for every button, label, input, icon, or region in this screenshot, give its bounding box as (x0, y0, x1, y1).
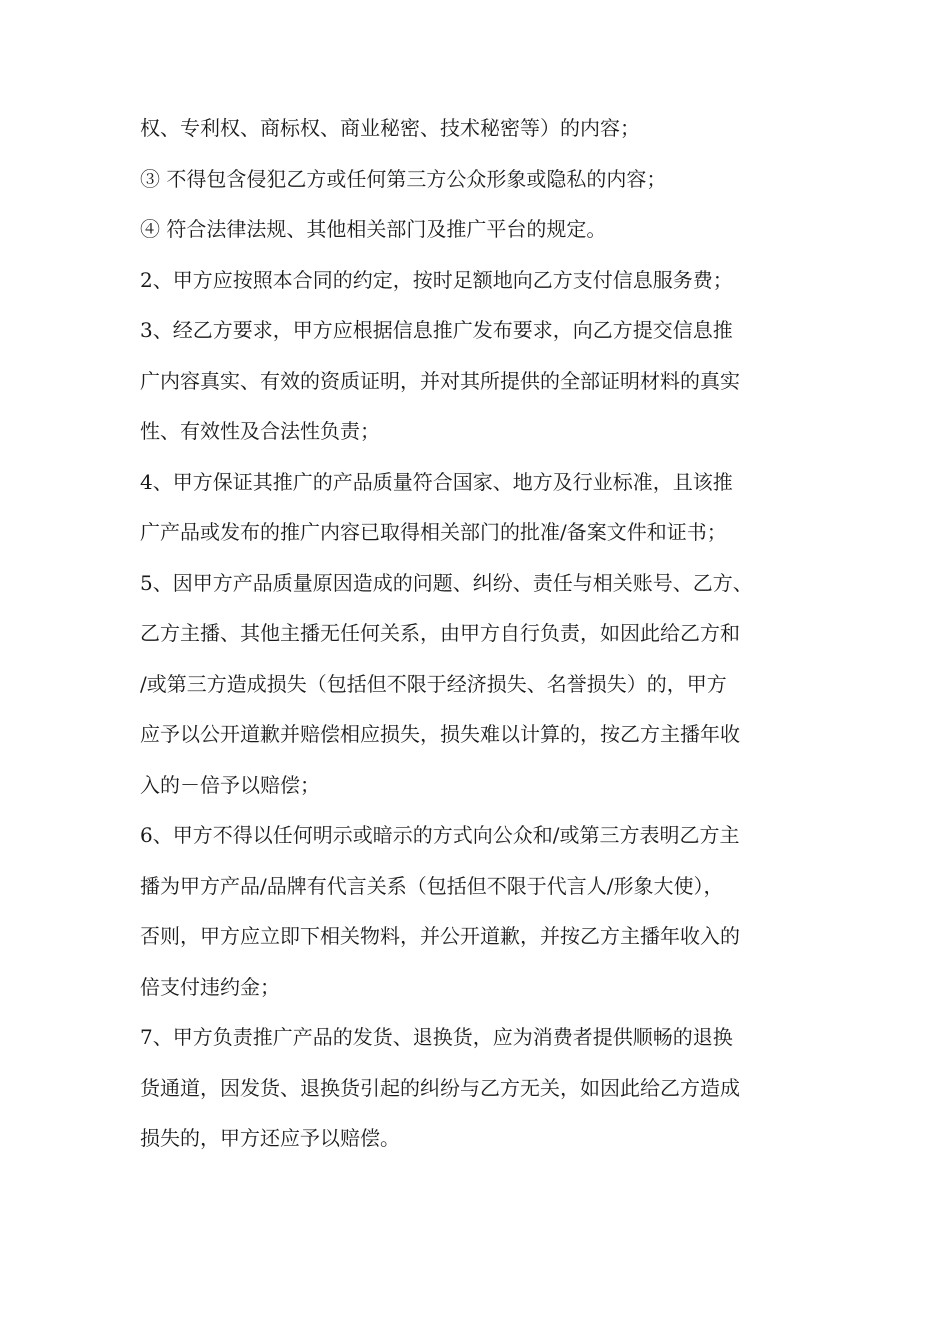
text-line-14: 入的－倍予以赔偿； (140, 772, 320, 797)
text-line-21: 损失的，甲方还应予以赔偿。 (140, 1126, 400, 1150)
text-line-18: 倍支付违约金； (140, 974, 280, 999)
text-line-7: 性、有效性及合法性负责； (140, 419, 380, 443)
text-line-9: 广产品或发布的推广内容已取得相关部门的批准/备案文件和证书； (140, 520, 727, 544)
text-line-13: 应予以公开道歉并赔偿相应损失，损失难以计算的，按乙方主播年收 (140, 722, 740, 746)
text-line-12: /或第三方造成损失（包括但不限于经济损失、名誉损失）的，甲方 (140, 671, 727, 696)
text-line-20: 货通道，因发货、退换货引起的纠纷与乙方无关，如因此给乙方造成 (140, 1075, 740, 1100)
text-line-4: 2、甲方应按照本合同的约定，按时足额地向乙方支付信息服务费； (140, 267, 733, 292)
text-line-19: 7、甲方负责推广产品的发货、退换货，应为消费者提供顺畅的退换 (140, 1025, 733, 1049)
text-line-1: 权、专利权、商标权、商业秘密、技术秘密等）的内容； (140, 116, 640, 140)
text-line-6: 广内容真实、有效的资质证明，并对其所提供的全部证明材料的真实 (140, 368, 740, 393)
text-line-10: 5、因甲方产品质量原因造成的问题、纠纷、责任与相关账号、乙方、 (140, 570, 753, 595)
text-line-11: 乙方主播、其他主播无任何关系，由甲方自行负责，如因此给乙方和 (140, 621, 740, 645)
text-line-16: 播为甲方产品/品牌有代言关系（包括但不限于代言人/形象大使）， (140, 873, 724, 898)
text-line-2: ③ 不得包含侵犯乙方或任何第三方公众形象或隐私的内容； (140, 166, 667, 191)
text-line-5: 3、经乙方要求，甲方应根据信息推广发布要求，向乙方提交信息推 (140, 318, 733, 342)
document-body (140, 103, 810, 1164)
text-line-15: 6、甲方不得以任何明示或暗示的方式向公众和/或第三方表明乙方主 (140, 823, 740, 847)
text-line-3: ④ 符合法律法规、其他相关部门及推广平台的规定。 (140, 217, 607, 241)
text-line-8: 4、甲方保证其推广的产品质量符合国家、地方及行业标准，且该推 (140, 469, 733, 494)
text-line-17: 否则，甲方应立即下相关物料，并公开道歉，并按乙方主播年收入的 (140, 924, 740, 948)
